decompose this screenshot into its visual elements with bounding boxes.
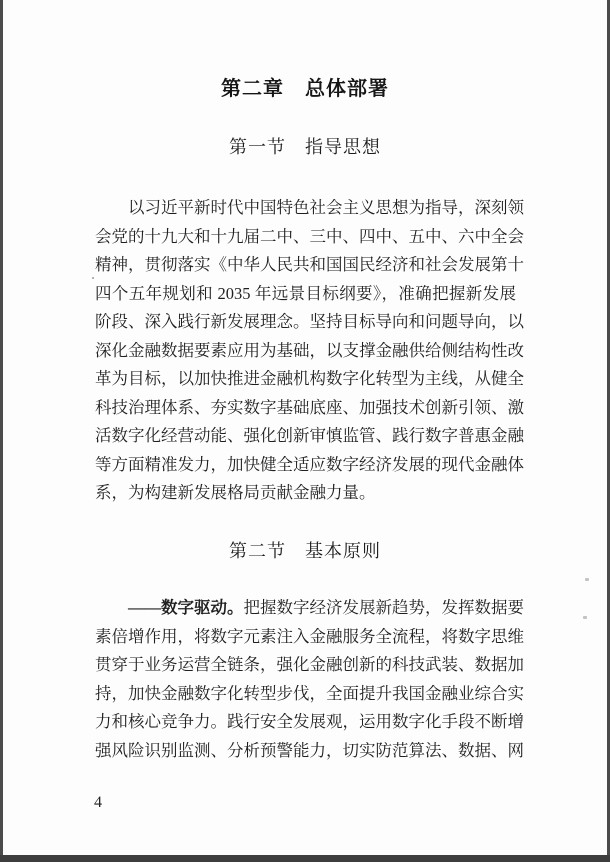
- body-line: 会党的十九大和十九届二中、三中、四中、五中、六中全会: [95, 226, 524, 246]
- body-line: 阶段、深入践行新发展理念。坚持目标导向和问题导向，以: [95, 312, 524, 331]
- basic-principles-paragraph: [95, 594, 524, 765]
- scan-edge-bottom: [0, 855, 610, 862]
- body-line-text: 把握数字经济发展新趋势，发挥数据要: [243, 598, 524, 617]
- body-line: 贯穿于业务运营全链条，强化金融创新的科技武装、数据加: [95, 655, 524, 674]
- body-line: 素倍增作用，将数字元素注入金融服务全流程，将数字思维: [95, 626, 524, 646]
- body-line: 活数字化经营动能、强化创新审慎监管、践行数字普惠金融: [95, 426, 524, 445]
- guiding-ideology-paragraph: [95, 194, 524, 508]
- body-line: [95, 594, 524, 623]
- scan-speck: [92, 277, 94, 279]
- body-line: 革为目标，以加快推进金融机构数字化转型为主线，从健全: [95, 369, 524, 388]
- body-line: 科技治理体系、夯实数字基础底座、加强技术创新引领、激: [95, 397, 524, 417]
- scan-edge-left: [0, 0, 3, 862]
- principle-name: ——数字驱动。: [128, 598, 244, 617]
- body-line: 力和核心竞争力。践行安全发展观，运用数字化手段不断增: [95, 712, 524, 731]
- section1-heading: 第一节 指导思想: [229, 137, 381, 157]
- body-line: 系，为构建新发展格局贡献金融力量。: [95, 483, 376, 502]
- scan-speck: [583, 616, 587, 619]
- body-line: 四个五年规划和 2035 年远景目标纲要》，准确把握新发展: [95, 283, 516, 303]
- page-number: 4: [94, 794, 102, 811]
- section2-heading: 第二节 基本原则: [229, 541, 381, 561]
- body-line: 持，加快金融数字化转型步伐，全面提升我国金融业综合实: [95, 683, 524, 703]
- body-line: 深化金融数据要素应用为基础，以支撑金融供给侧结构性改: [95, 340, 524, 360]
- chapter-title: 第二章 总体部署: [221, 78, 389, 100]
- body-line: 以习近平新时代中国特色社会主义思想为指导，深刻领: [128, 198, 524, 217]
- body-line: 强风险识别监测、分析预警能力，切实防范算法、数据、网: [95, 740, 524, 760]
- body-line: 等方面精准发力，加快健全适应数字经济发展的现代金融体: [95, 454, 524, 474]
- body-line: 精神，贯彻落实《中华人民共和国国民经济和社会发展第十: [95, 255, 524, 274]
- scan-speck: [585, 578, 589, 581]
